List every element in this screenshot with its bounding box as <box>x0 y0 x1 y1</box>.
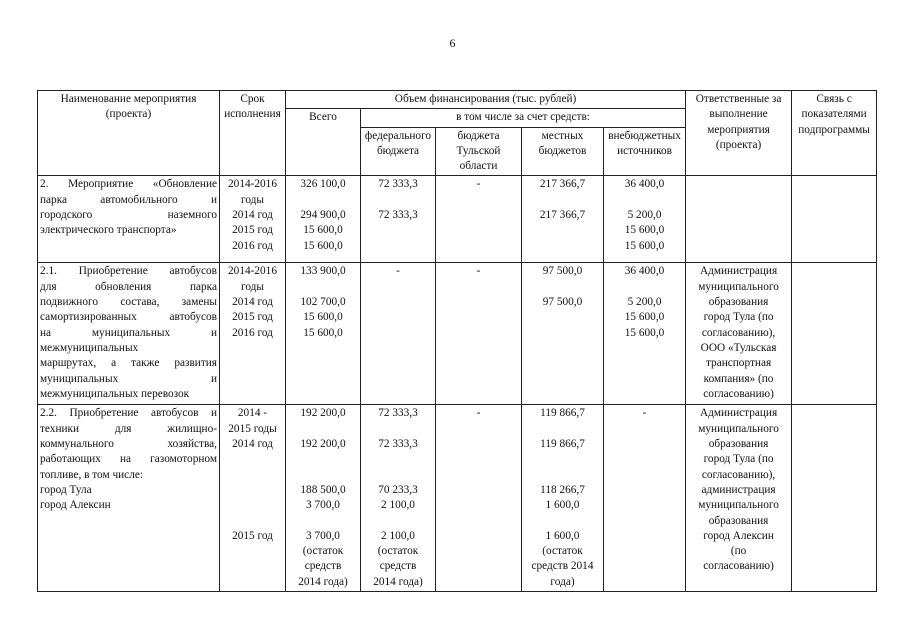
local-cell-line <box>524 193 601 208</box>
regional-cell-line <box>438 208 519 223</box>
name-line: 2. Мероприятие «Обновление <box>40 178 217 191</box>
term-cell-line: 2014 год <box>232 438 273 451</box>
term-cell-line: 2014 - <box>237 407 268 420</box>
federal-cell-line <box>363 295 433 310</box>
federal-cell-line <box>363 223 433 238</box>
table-row <box>38 405 877 592</box>
federal-cell-line: 2014 года) <box>373 575 423 588</box>
responsible-cell-line: город Тула (по <box>703 311 774 324</box>
name-line: техники для жилищно- <box>40 422 217 435</box>
federal-cell-line <box>363 468 433 483</box>
federal-cell-line: (остаток <box>377 545 419 558</box>
responsible-cell-line: образования <box>708 438 769 451</box>
total-cell-line <box>288 468 358 483</box>
responsible-cell-line: транспортная <box>705 357 772 370</box>
term-cell-line <box>222 468 283 483</box>
header-name: Наименование мероприятия (проекта) <box>38 91 220 176</box>
local-cell-line: средств 2014 <box>531 560 594 573</box>
extrabudget-cell <box>604 263 686 405</box>
responsible-cell-line: компания» (по <box>703 372 774 385</box>
regional-cell <box>436 263 522 405</box>
local-cell-line <box>524 280 601 295</box>
extrabudget-cell-line: 15 600,0 <box>624 239 665 252</box>
name-line: подвижного состава, замены <box>40 296 217 309</box>
local-cell-line: 97 500,0 <box>542 265 583 278</box>
regional-cell-line <box>438 223 519 238</box>
header-total: Всего <box>286 109 361 176</box>
responsible-cell-line: Администрация <box>699 407 778 420</box>
total-cell-line: 188 500,0 <box>300 483 346 496</box>
local-cell-line <box>524 422 601 437</box>
federal-cell-line: 2 100,0 <box>381 499 415 512</box>
regional-cell-line <box>438 310 519 325</box>
local-cell-line <box>524 223 601 238</box>
federal-cell-line: 72 333,3 <box>378 209 418 222</box>
header-local: местных бюджетов <box>522 127 604 176</box>
local-cell-line <box>524 326 601 341</box>
header-term: Срок исполнения <box>220 91 286 176</box>
extrabudget-cell-line: 15 600,0 <box>624 311 665 324</box>
local-cell-line <box>524 514 601 529</box>
responsible-cell-line: Администрация <box>699 265 778 278</box>
federal-cell-line: 70 233,3 <box>378 483 418 496</box>
header-including: в том числе за счет средств: <box>361 109 686 127</box>
total-cell-line: 2014 года) <box>298 575 348 588</box>
name-line: работающих на газомоторном <box>40 453 217 466</box>
name-line: маршрутах, а также развития <box>40 357 217 370</box>
federal-cell-line <box>363 514 433 529</box>
total-cell-line: 15 600,0 <box>303 239 343 252</box>
total-cell-line <box>288 280 358 295</box>
term-cell <box>220 263 286 405</box>
table-row <box>38 263 877 405</box>
name-cell <box>38 176 220 263</box>
local-cell-line <box>524 468 601 483</box>
term-cell-line: 2014 год <box>232 296 273 309</box>
federal-cell <box>361 176 436 263</box>
regional-cell-line <box>438 239 519 254</box>
regional-cell-line: - <box>476 407 481 420</box>
total-cell-line: средств <box>304 560 342 573</box>
link-cell <box>792 405 877 592</box>
total-cell <box>286 405 361 592</box>
name-line: на муниципальных и <box>40 326 217 339</box>
term-cell-line: 2015 годы <box>228 422 277 435</box>
local-cell-line: 217 366,7 <box>539 178 586 191</box>
name-line: город Алексин <box>40 499 111 512</box>
total-cell-line: 192 200,0 <box>300 438 346 451</box>
local-cell <box>522 263 604 405</box>
name-cell <box>38 263 220 405</box>
responsible-cell <box>686 263 792 405</box>
local-cell-line: 119 866,7 <box>540 407 585 420</box>
federal-cell-line <box>363 326 433 341</box>
federal-cell-line <box>363 193 433 208</box>
local-cell <box>522 176 604 263</box>
extrabudget-cell-line: 36 400,0 <box>624 178 665 191</box>
federal-cell-line <box>363 239 433 254</box>
extrabudget-cell-line <box>606 193 683 208</box>
responsible-cell-line: согласованию), <box>701 326 776 339</box>
extrabudget-cell-line: 5 200,0 <box>627 209 662 222</box>
extrabudget-cell-line: - <box>642 407 647 420</box>
extrabudget-cell-line: 5 200,0 <box>627 296 662 309</box>
responsible-cell-line: муниципального <box>698 422 779 435</box>
federal-cell-line: 72 333,3 <box>378 438 418 451</box>
responsible-cell-line: согласованию) <box>703 560 774 573</box>
federal-cell-line: - <box>396 265 400 278</box>
total-cell-line: 192 200,0 <box>300 407 346 420</box>
regional-cell-line <box>438 280 519 295</box>
extrabudget-cell-line: 15 600,0 <box>624 224 665 237</box>
local-cell-line: 217 366,7 <box>539 209 586 222</box>
responsible-cell-line: образования <box>708 514 769 527</box>
total-cell-line: 133 900,0 <box>300 265 346 278</box>
federal-cell-line: 72 333,3 <box>378 407 418 420</box>
term-cell-line <box>222 498 283 513</box>
term-cell-line: 2016 год <box>232 239 273 252</box>
total-cell-line: 102 700,0 <box>300 296 346 309</box>
regional-cell <box>436 176 522 263</box>
federal-cell <box>361 263 436 405</box>
local-cell-line <box>524 452 601 467</box>
extrabudget-cell <box>604 405 686 592</box>
responsible-cell <box>686 176 792 263</box>
header-link: Связь с показателями подпрограммы <box>792 91 877 176</box>
term-cell-line: 2015 год <box>232 224 273 237</box>
link-cell <box>792 176 877 263</box>
responsible-cell-line: (по <box>730 545 747 558</box>
name-line: парка автомобильного и <box>40 193 217 206</box>
header-regional: бюджета Тульской области <box>436 127 522 176</box>
regional-cell-line: - <box>476 178 481 191</box>
responsible-cell-line: ООО «Тульская <box>700 341 777 354</box>
term-cell-line: 2014-2016 <box>228 178 277 191</box>
regional-cell <box>436 405 522 592</box>
link-cell <box>792 263 877 405</box>
name-line: электрического транспорта» <box>40 224 177 237</box>
extrabudget-cell-line <box>606 280 683 295</box>
header-responsible: Ответственные за выполнение мероприятия (проекта) <box>686 91 792 176</box>
name-line: муниципальных и <box>40 372 217 385</box>
extrabudget-cell-line: 36 400,0 <box>624 265 665 278</box>
page-number: 6 <box>449 36 456 50</box>
regional-cell-line <box>438 295 519 310</box>
local-cell <box>522 405 604 592</box>
name-line: город Тула <box>40 483 92 496</box>
header-federal: федерального бюджета <box>361 127 436 176</box>
extrabudget-cell-line: 15 600,0 <box>624 326 665 339</box>
header-extrabudget: внебюджетных источников <box>604 127 686 176</box>
term-cell-line: 2016 год <box>232 326 273 339</box>
responsible-cell-line: образования <box>708 296 769 309</box>
local-cell-line: 1 600,0 <box>545 499 580 512</box>
total-cell-line: 15 600,0 <box>303 326 343 339</box>
responsible-cell-line: администрация <box>701 483 776 496</box>
total-cell-line <box>288 452 358 467</box>
responsible-cell-line: город Алексин <box>703 529 774 542</box>
regional-cell-line <box>438 193 519 208</box>
term-cell-line: 2015 год <box>232 311 273 324</box>
responsible-cell-line: согласованию), <box>701 468 776 481</box>
local-cell-line: 1 600,0 <box>545 529 580 542</box>
name-line: городского наземного <box>40 209 217 222</box>
federal-cell-line: средств <box>379 560 417 573</box>
local-cell-line: 119 866,7 <box>540 438 585 451</box>
responsible-cell-line: муниципального <box>698 499 779 512</box>
total-cell-line: 3 700,0 <box>306 499 340 512</box>
total-cell <box>286 176 361 263</box>
name-line: 2.1. Приобретение автобусов <box>40 265 217 278</box>
name-line: самортизированных автобусов <box>40 311 217 324</box>
federal-cell-line <box>363 310 433 325</box>
total-cell-line: 326 100,0 <box>300 178 346 191</box>
term-cell <box>220 405 286 592</box>
term-cell-line: годы <box>240 193 264 206</box>
name-line: для обновления парка <box>40 280 217 293</box>
regional-cell-line <box>438 326 519 341</box>
total-cell-line <box>288 422 358 437</box>
term-cell-line <box>222 452 283 467</box>
table-row <box>38 176 877 263</box>
financing-table <box>37 90 877 592</box>
total-cell-line: 15 600,0 <box>303 311 343 324</box>
federal-cell-line <box>363 422 433 437</box>
federal-cell-line <box>363 452 433 467</box>
responsible-cell <box>686 405 792 592</box>
total-cell-line: (остаток <box>302 545 344 558</box>
responsible-cell-line: город Тула (по <box>703 453 774 466</box>
term-cell-line: годы <box>240 280 264 293</box>
federal-cell-line <box>363 280 433 295</box>
regional-cell-line: - <box>476 265 481 278</box>
name-cell <box>38 405 220 592</box>
local-cell-line: года) <box>550 575 575 588</box>
federal-cell-line: 72 333,3 <box>378 178 418 191</box>
local-cell-line: (остаток <box>542 545 583 558</box>
name-line: коммунального хозяйства, <box>40 438 217 451</box>
header-volume: Объем финансирования (тыс. рублей) <box>286 91 686 109</box>
federal-cell <box>361 405 436 592</box>
total-cell-line <box>288 193 358 208</box>
term-cell-line: 2014-2016 <box>228 265 277 278</box>
term-cell-line <box>222 483 283 498</box>
responsible-cell-line: муниципального <box>698 280 779 293</box>
local-cell-line <box>524 310 601 325</box>
total-cell-line: 294 900,0 <box>300 209 346 222</box>
local-cell-line: 118 266,7 <box>540 483 585 496</box>
term-cell-line <box>222 514 283 529</box>
name-line: 2.2. Приобретение автобусов и <box>40 407 217 420</box>
term-cell <box>220 176 286 263</box>
federal-cell-line: 2 100,0 <box>381 529 415 542</box>
total-cell-line: 15 600,0 <box>303 224 343 237</box>
local-cell-line <box>524 239 601 254</box>
responsible-cell-line: согласованию) <box>703 387 774 400</box>
local-cell-line: 97 500,0 <box>542 296 583 309</box>
name-line: межмуниципальных <box>40 341 139 354</box>
term-cell-line: 2014 год <box>232 209 273 222</box>
total-cell-line <box>288 514 358 529</box>
term-cell-line: 2015 год <box>232 529 273 542</box>
total-cell <box>286 263 361 405</box>
total-cell-line: 3 700,0 <box>306 529 340 542</box>
name-line: межмуниципальных перевозок <box>40 387 190 400</box>
name-line: топливе, в том числе: <box>40 468 143 481</box>
extrabudget-cell <box>604 176 686 263</box>
